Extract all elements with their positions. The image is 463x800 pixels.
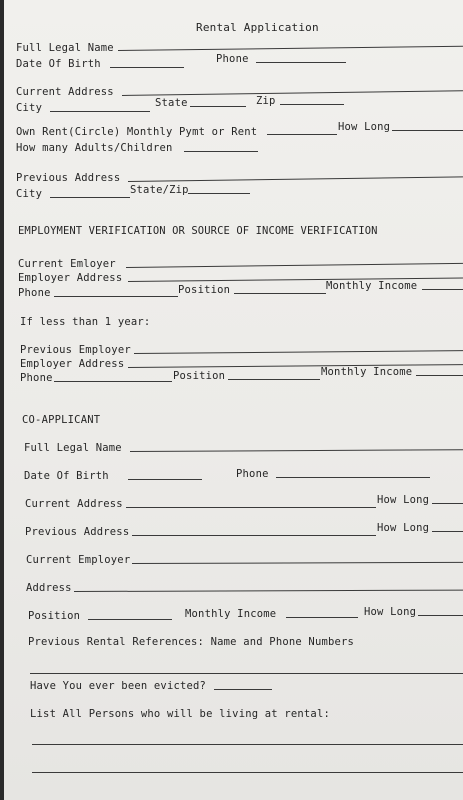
current-address-field[interactable]	[122, 90, 463, 96]
persons-living-field-2[interactable]	[32, 772, 463, 773]
co-current-address-field[interactable]	[126, 507, 376, 508]
persons-living-label: List All Persons who will be living at rental:	[30, 708, 330, 720]
employer-address-label: Employer Address	[18, 272, 123, 284]
date-of-birth-field[interactable]	[110, 67, 184, 68]
position-field[interactable]	[234, 293, 326, 294]
state-field[interactable]	[190, 106, 246, 107]
phone-label: Phone	[216, 53, 249, 65]
monthly-income2-label: Monthly Income	[321, 366, 413, 378]
evicted-label: Have You ever been evicted?	[30, 680, 207, 692]
persons-living-field-1[interactable]	[32, 744, 463, 745]
co-date-of-birth-field[interactable]	[128, 479, 202, 480]
rental-application-form	[4, 0, 463, 800]
previous-address-label: Previous Address	[16, 172, 121, 184]
form-title: Rental Application	[196, 21, 319, 34]
employment-phone2-field[interactable]	[54, 381, 172, 382]
co-how-long2-label: How Long	[377, 522, 430, 534]
co-phone-field[interactable]	[276, 477, 430, 478]
zip-label: Zip	[256, 95, 276, 107]
current-address-label: Current Address	[16, 86, 114, 98]
previous-employer-field[interactable]	[134, 350, 463, 354]
position2-field[interactable]	[228, 379, 320, 380]
co-how-long1-label: How Long	[377, 494, 430, 506]
position-label: Position	[178, 284, 231, 296]
city-field[interactable]	[50, 111, 150, 112]
co-address-label: Address	[26, 582, 72, 594]
current-employer-field[interactable]	[126, 263, 463, 268]
co-previous-address-label: Previous Address	[25, 526, 130, 538]
co-address-field[interactable]	[74, 590, 463, 592]
evicted-field[interactable]	[214, 689, 272, 690]
employment-phone-field[interactable]	[54, 296, 178, 297]
own-rent-label: Own Rent(Circle) Monthly Pymt or Rent	[16, 126, 258, 138]
city2-field[interactable]	[50, 197, 130, 198]
employment-phone-label: Phone	[18, 287, 51, 299]
co-current-address-label: Current Address	[25, 498, 123, 510]
co-position-label: Position	[28, 610, 81, 622]
co-current-employer-label: Current Employer	[26, 554, 131, 566]
co-how-long3-label: How Long	[364, 606, 417, 618]
co-previous-address-field[interactable]	[132, 535, 376, 536]
monthly-payment-field[interactable]	[267, 134, 337, 135]
co-monthly-income-field[interactable]	[286, 617, 358, 618]
co-full-legal-name-label: Full Legal Name	[24, 442, 122, 454]
employer-address2-field[interactable]	[128, 364, 463, 368]
co-date-of-birth-label: Date Of Birth	[24, 470, 109, 482]
phone-field[interactable]	[256, 62, 346, 63]
how-long-field[interactable]	[392, 130, 463, 131]
co-how-long3-field[interactable]	[418, 615, 463, 616]
state-zip-label: State/Zip	[130, 184, 189, 196]
city-label: City	[16, 102, 43, 114]
co-how-long1-field[interactable]	[432, 503, 463, 504]
zip-field[interactable]	[280, 104, 344, 105]
previous-employer-label: Previous Employer	[20, 344, 131, 356]
rental-references-field[interactable]	[30, 673, 463, 674]
previous-address-field[interactable]	[128, 176, 463, 182]
monthly-income2-field[interactable]	[416, 375, 463, 376]
adults-children-label: How many Adults/Children	[16, 142, 173, 154]
co-phone-label: Phone	[236, 468, 269, 480]
state-zip-field[interactable]	[188, 193, 250, 194]
less-than-year-label: If less than 1 year:	[20, 316, 151, 328]
co-monthly-income-label: Monthly Income	[185, 608, 277, 620]
employment-phone2-label: Phone	[20, 372, 53, 384]
current-employer-label: Current Emloyer	[18, 258, 116, 270]
adults-children-field[interactable]	[184, 151, 258, 152]
date-of-birth-label: Date Of Birth	[16, 58, 101, 70]
how-long-label: How Long	[338, 121, 391, 133]
co-current-employer-field[interactable]	[132, 562, 463, 564]
state-label: State	[155, 97, 188, 109]
position2-label: Position	[173, 370, 226, 382]
monthly-income-field[interactable]	[422, 289, 463, 290]
full-legal-name-field[interactable]	[118, 46, 463, 51]
co-full-legal-name-field[interactable]	[130, 449, 463, 452]
employment-heading: EMPLOYMENT VERIFICATION OR SOURCE OF INCOME VERIFICATION	[18, 225, 378, 237]
employer-address2-label: Employer Address	[20, 358, 125, 370]
monthly-income-label: Monthly Income	[326, 280, 418, 292]
co-how-long2-field[interactable]	[432, 531, 463, 532]
full-legal-name-label: Full Legal Name	[16, 42, 114, 54]
co-applicant-heading: CO-APPLICANT	[22, 414, 101, 426]
co-position-field[interactable]	[88, 619, 172, 620]
rental-references-label: Previous Rental References: Name and Phone Numbers	[28, 636, 355, 648]
city2-label: City	[16, 188, 43, 200]
